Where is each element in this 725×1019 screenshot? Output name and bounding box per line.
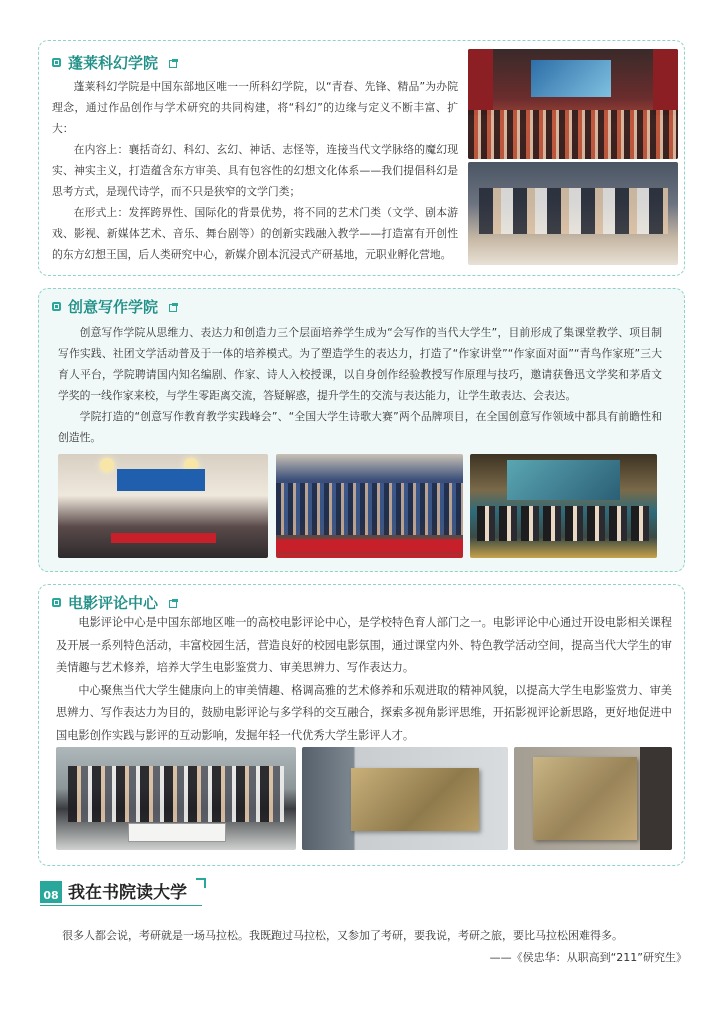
film-section-title (52, 592, 178, 613)
title-tail-icon (169, 599, 178, 607)
title-tail-icon (169, 303, 178, 311)
poetry-event-photo (276, 454, 463, 558)
creative-title-text: 创意写作学院 (68, 298, 159, 316)
creative-paragraph: 创意写作学院从思维力、表达力和创造力三个层面培养学生成为“会写作的当代大学生”，目前形成了集课堂教学、项目制写作实践、社团文学活动普及于一体的培养模式。为了塑造学生的表达力，打造了“作家讲堂”“作家面对面”“青鸟作家班”三大育人平台，学院聘请国内知名编剧、作家、诗人入校授课，以自身创作经验教授写作原理与技巧，邀请获鲁迅文学奖和茅盾文学奖的一线作家来校，与学生零距离交流，答疑解惑，提升学生的交流与表达能力，让学生敢表达、会表达。 (58, 326, 662, 402)
penglai-title-text: 蓬莱科幻学院 (68, 54, 159, 72)
book-signing-photo (468, 162, 678, 265)
penglai-body (52, 76, 458, 265)
film-review-base-plaque-photo (514, 747, 672, 850)
creative-section-title (52, 296, 178, 317)
creative-paragraph: 学院打造的“创意写作教育教学实践峰会”、“全国大学生诗歌大赛”两个品牌项目，在全国创意写作领域中都具有前瞻性和创造性。 (58, 410, 662, 444)
lecture-hall-photo (468, 49, 678, 159)
title-hook-icon (196, 878, 206, 888)
film-paragraph: 电影评论中心是中国东部地区唯一的高校电影评论中心，是学校特色育人部门之一。电影评论中心通过开设电影相关课程及开展一系列特色活动，丰富校园生活，营造良好的校园电影氛围，通过课堂内外、特色教学活动空间，提高当代大学生的审美情趣与艺术修养，培养大学生电影鉴赏力、审美思辨力、写作表达力。 (56, 616, 672, 674)
film-title-text: 电影评论中心 (68, 594, 159, 612)
title-tail-icon (169, 59, 178, 67)
film-review-center-group-photo (56, 747, 296, 850)
penglai-paragraph: 在形式上：发挥跨界性、国际化的背景优势，将不同的艺术门类（文学、剧本游戏、影视、新媒体艺术、音乐、舞台剧等）的创新实践融入教学——打造富有开创性的东方幻想王国，后人类研究中心，新媒介剧本沉浸式产研基地，元职业孵化营地。 (52, 206, 458, 261)
creative-body (58, 322, 662, 448)
summit-group-photo (58, 454, 268, 558)
page-number-badge: 08 (40, 881, 62, 903)
penglai-paragraph: 蓬莱科幻学院是中国东部地区唯一一所科幻学院，以“青春、先锋、精品”为办院理念，通过作品创作与学术研究的共同构建，将“科幻”的边缘与定义不断丰富、扩大： (52, 80, 458, 135)
footer-quote: 很多人都会说，考研就是一场马拉松。我既跑过马拉松，又参加了考研，要我说，考研之旅，要比马拉松困难得多。 (62, 929, 623, 942)
film-review-center-plaque-photo (302, 747, 508, 850)
footer-quote-source: ——《侯忠华：从职高到“211”研究生》 (489, 951, 687, 964)
penglai-section-title (52, 52, 178, 73)
footer-underline (40, 905, 202, 906)
footer-title: 我在书院读大学 (68, 883, 187, 903)
creative-class-stage-photo (470, 454, 657, 558)
square-bullet-icon (52, 302, 61, 311)
square-bullet-icon (52, 58, 61, 67)
square-bullet-icon (52, 598, 61, 607)
penglai-paragraph: 在内容上：襄括奇幻、科幻、玄幻、神话、志怪等，连接当代文学脉络的魔幻现实、神实主义，打造蕴含东方审美、具有包容性的幻想文化体系——我们提倡科幻是思考方式，是现代诗学，而不只是狭窄的文学门类； (52, 143, 458, 198)
film-paragraph: 中心聚焦当代大学生健康向上的审美情趣、格调高雅的艺术修养和乐观进取的精神风貌，以提高大学生电影鉴赏力、审美思辨力、写作表达力为目的，鼓励电影评论与多学科的交互融合，探索多视角影评思维，开拓影视评论新思路，更好地促进中国电影创作实践与影评的互动影响，发掘年轻一代优秀大学生影评人才。 (56, 683, 672, 742)
film-body (56, 612, 672, 747)
